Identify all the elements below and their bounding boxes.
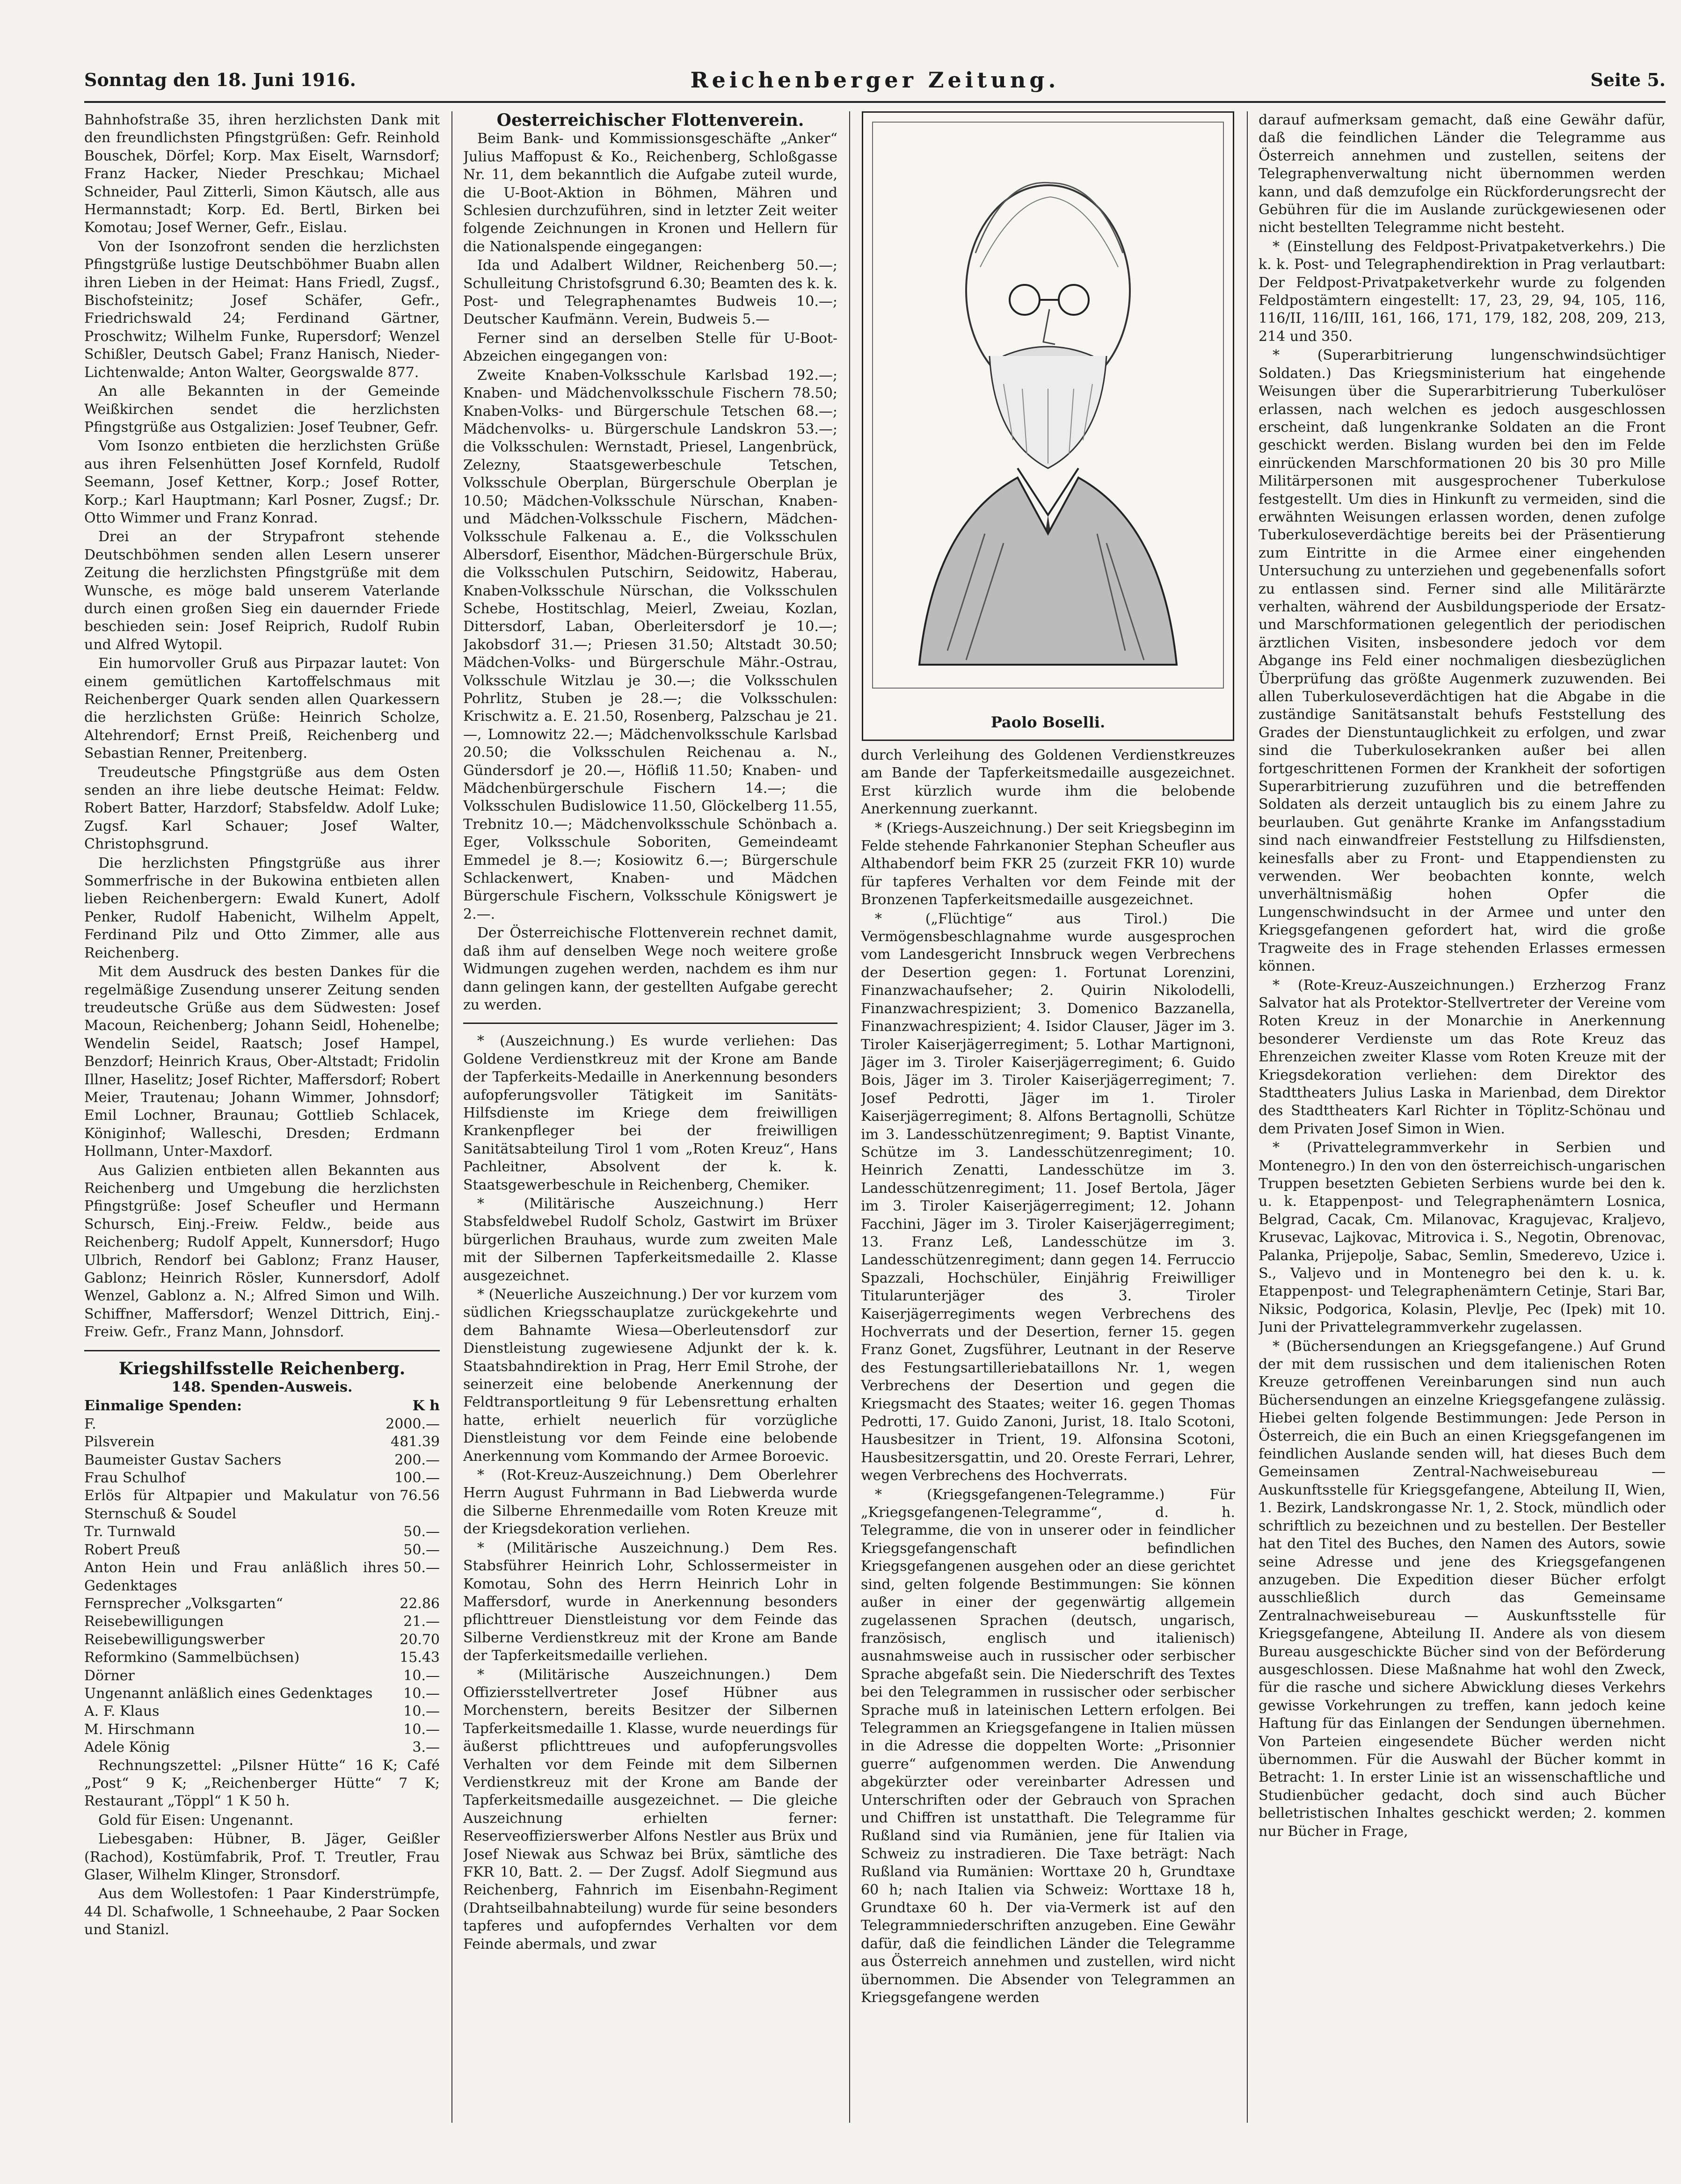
donation-table: [84, 1415, 440, 1757]
donation-amount: 10.—: [403, 1667, 440, 1684]
article-paragraph: * (Militärische Auszeichnung.) Dem Res. Stabsführer Heinrich Lohr, Schlossermeister in Komotau, Sohn des Herrn Heinrich Lohr in Maffersdorf, wurde in Anerkennung besonders pflichttreuer Dienstleistung vor dem Feinde das Silberne Verdienstkreuz mit der Krone am Bande der Tapferkeitsmedaille verliehen.: [463, 1539, 837, 1664]
donation-row: [84, 1415, 440, 1433]
article-paragraph: Ein humorvoller Gruß aus Pirpazar lautet: Von einem gemütlichen Kartoffelschmaus mit Reichenberger Quark senden allen Quarkessern die herzlichsten Grüße: Heinrich Scholze, Altehrendorf; Ernst Preiß, Reichenberg und Sebastian Renner, Preitenberg.: [84, 655, 440, 762]
donation-amount: 10.—: [403, 1703, 440, 1720]
page-header: [84, 65, 1666, 103]
article-paragraph: Bahnhofstraße 35, ihren herzlichsten Dank mit den freundlichsten Pfingstgrüßen: Gefr. Reinhold Bouschek, Dörfel; Korp. Max Eiselt, Warnsdorf; Franz Hacker, Nieder Preschkau; Michael Schneider, Paul Zitterli, Simon Käutsch, alle aus Hermannstadt; Korp. Ed. Bertl, Birken bei Komotau; Josef Werner, Gefr., Eislau.: [84, 112, 440, 236]
article-paragraph: Aus Galizien entbieten allen Bekannten aus Reichenberg und Umgebung die herzlichsten Pfingstgrüße: Josef Scheufler und Hermann Schursch, Einj.-Freiw. Feldw., beide aus Reichenberg; Rudolf Appelt, Kunnersdorf; Hugo Ulbrich, Rendorf bei Gablonz; Franz Hauser, Gablonz; Heinrich Rösler, Kunnersdorf, Adolf Wenzel, Gablonz a. N.; Alfred Simon und Wilh. Schiffner, Maffersdorf; Wenzel Dittrich, Einj.-Freiw. Gefr., Franz Mann, Johnsdorf.: [84, 1162, 440, 1341]
article-paragraph: * (Büchersendungen an Kriegsgefangene.) Auf Grund der mit dem russischen und dem italienischen Roten Kreuze getroffenen Vereinbarungen sind nun auch Büchersendungen an einzelne Kriegsgefangene zulässig. Hiebei gelten folgende Bestimmungen: Jede Person in Österreich, die ein Buch an einen Kriegsgefangenen im feindlichen Auslande senden will, hat dieses Buch dem Gemeinsamen Zentral-Nachweisebureau — Auskunftsstelle für Kriegsgefangene, Abteilung II, Wien, 1. Bezirk, Landskrongasse Nr. 1, 2. Stock, mündlich oder schriftlich zu bezeichnen und zu bestellen. Der Besteller hat den Titel des Buches, den Namen des Autors, sowie seine Adresse und jene des Kriegsgefangenen anzugeben. Die Expedition dieser Bücher erfolgt ausschließlich durch das Gemeinsame Zentralnachweisebureau — Auskunftsstelle für Kriegsgefangene, Abteilung II. Andere als von diesem Bureau ausgeschickte Bücher sind von der Beförderung ausgeschlossen. Diese Maßnahme hat wohl den Zweck, für die rasche und sichere Abwicklung dieses Verkehrs gewisse Vorkehrungen zu treffen, kann jedoch keine Haftung für das Einlangen der Sendungen übernehmen. Von Parteien eingesendete Bücher werden nicht übernommen. Für die Auswahl der Bücher kommt in Betracht: 1. In erster Linie ist an wissenschaftliche und Studienbücher gedacht, doch sind auch Bücher belletristischen Inhaltes geschickt werden; 2. kommen nur Bücher in Frage,: [1259, 1338, 1666, 1840]
page-number: Seite 5.: [1590, 69, 1666, 90]
donation-amount: 76.56: [400, 1487, 440, 1504]
newspaper-page: [84, 65, 1666, 2152]
donation-row: [84, 1613, 440, 1631]
donation-amount: 22.86: [400, 1595, 440, 1612]
donation-row: [84, 1721, 440, 1739]
article-paragraph: * (Kriegs-Auszeichnung.) Der seit Kriegsbeginn im Felde stehende Fahrkanonier Stephan Scheufler aus Althabendorf beim FKR 25 (zurzeit FKR 10) wurde für tapferes Verhalten vor dem Feinde mit der Bronzenen Tapferkeitsmedaille ausgezeichnet.: [861, 820, 1235, 908]
article-paragraph: * (Rote-Kreuz-Auszeichnungen.) Erzherzog Franz Salvator hat als Protektor-Stellvertreter der Vereine vom Roten Kreuz in der Monarchie in Anerkennung besonderer Verdienste um das Rote Kreuz das Ehrenzeichen zweiter Klasse vom Roten Kreuze mit der Kriegsdekoration verliehen: dem Direktor des Stadttheaters Julius Laska in Marienbad, dem Direktor des Stadttheaters Karl Richter in Töplitz-Schönau und dem Privaten Josef Simon in Wien.: [1259, 977, 1666, 1137]
article-paragraph: * („Flüchtige“ aus Tirol.) Die Vermögensbeschlagnahme wurde ausgesprochen vom Landesgericht Innsbruck wegen Verbrechens der Desertion gegen: 1. Fortunat Lorenzini, Finanzwachaufseher; 2. Quirin Nikolodelli, Finanzwachrespizient; 3. Domenico Bazzanella, Finanzwachrespizient; 4. Isidor Clauser, Jäger im 3. Tiroler Kaiserjägerregiment; 5. Lothar Martignoni, Jäger im 3. Tiroler Kaiserjägerregiment; 6. Guido Bois, Jäger im 3. Tiroler Kaiserjägerregiment; 7. Josef Pedrotti, Jäger im 1. Tiroler Kaiserjägerregiment; 8. Alfons Bertagnolli, Schütze im 3. Landesschützenregiment; 9. Baptist Vinante, Schütze im 3. Landesschützenregiment; 10. Heinrich Zenatti, Landesschütze im 3. Landesschützenregiment; 11. Josef Bertola, Jäger im 3. Tiroler Kaiserjägerregiment; 12. Johann Facchini, Jäger im 3. Tiroler Kaiserjägerregiment; 13. Franz Leß, Landesschütze im 3. Landesschützenregiment; dann gegen 14. Ferruccio Spazzali, Hochschüler, Einjährig Freiwilliger Titularunterjäger des 3. Tiroler Kaiserjägerregiments wegen Verbrechens des Hochverrats und der Desertion, ferner 15. gegen Franz Gonet, Zugsführer, Leutnant in der Reserve des Festungsartilleriebataillons Nr. 1, wegen Verbrechens der Desertion und gegen die Kriegsmacht des Staates; weiter 16. gegen Thomas Pedrotti, 17. Guido Zanoni, Jurist, 18. Italo Scotoni, Hausbesitzer in Trient, 19. Alfonsina Scotoni, Hausbesitzersgattin, und 20. Oreste Ferrari, Lehrer, wegen Verbrechens des Hochverrats.: [861, 910, 1235, 1484]
donation-amount: 3.—: [412, 1739, 440, 1756]
donor-name: F.: [84, 1415, 96, 1432]
donor-name: Reisebewilligungswerber: [84, 1631, 265, 1648]
portrait-caption: Paolo Boselli.: [990, 713, 1106, 731]
donation-amount: 10.—: [403, 1721, 440, 1738]
donor-name: Adele König: [84, 1739, 170, 1756]
einmalige-label: Einmalige Spenden:: [84, 1398, 242, 1415]
donation-row: [84, 1487, 440, 1523]
currency-label: K h: [412, 1398, 440, 1415]
article-paragraph: Treudeutsche Pfingstgrüße aus dem Osten senden an ihre liebe deutsche Heimat: Feldw. Robert Batter, Harzdorf; Stabsfeldw. Adolf Luke; Zugsf. Karl Schauer; Josef Walter, Christophsgrund.: [84, 764, 440, 853]
section-divider: [84, 1350, 440, 1351]
donation-amount: 481.39: [391, 1434, 440, 1451]
article-paragraph: * (Privattelegrammverkehr in Serbien und Montenegro.) In den von den österreichisch-ungarischen Truppen besetzten Gebieten Serbiens wurde bei den k. u. k. Etappenpost- und Telegraphenämtern Losnica, Belgrad, Cacak, Cm. Milanovac, Kragujevac, Kraljevo, Krusevac, Lajkovac, Mitrovica i. S., Negotin, Obrenovac, Palanka, Prijepolje, Sabac, Semlin, Smederevo, Uzice i. S., Valjevo und in Montenegro bei den k. u. k. Etappenpost- und Telegraphenämtern Cetinje, Stari Bar, Niksic, Podgorica, Kolasin, Plevlje, Pec (Ipek) mit 10. Juni der Privattelegrammverkehr zugelassen.: [1259, 1139, 1666, 1336]
column-rule: [451, 111, 452, 2123]
article-paragraph: Gold für Eisen: Ungenannt.: [98, 1812, 294, 1828]
column-1: [84, 111, 440, 2123]
column-2: [463, 111, 837, 2123]
donation-row: [84, 1433, 440, 1451]
donation-header: [84, 1397, 440, 1415]
column-4: [1259, 111, 1666, 2123]
article-paragraph: Ida und Adalbert Wildner, Reichenberg 50.—; Schulleitung Christofsgrund 6.30; Beamten des k. k. Post- und Telegraphenamtes Budweis 10.—; Deutscher Kaufmänn. Verein, Budweis 5.—: [463, 257, 837, 328]
article-paragraph: Ferner sind an derselben Stelle für U-Boot-Abzeichen eingegangen von:: [463, 330, 837, 365]
donation-row: [84, 1667, 440, 1685]
article-paragraph: * (Rot-Kreuz-Auszeichnung.) Dem Oberlehrer Herrn August Fuhrmann in Bad Liebwerda wurde die Silberne Ehrenmedaille vom Roten Kreuze mit der Kriegsdekoration verliehen.: [463, 1467, 837, 1538]
article-paragraph: Zweite Knaben-Volksschule Karlsbad 192.—; Knaben- und Mädchenvolksschule Fischern 78.50; Knaben-Volks- und Bürgerschule Tetschen 68.—; Mädchenvolks- u. Bürgerschule Landskron 53.—; die Volksschulen: Wernstadt, Priesel, Langenbrück, Zelezny, Staatsgewerbeschule Tetschen, Volksschule Oberplan, Bürgerschule Oberplan je 10.50; Mädchen-Volksschule Nürschan, Knaben- und Mädchen-Volksschule Fischern, Mädchen-Volksschule Falkenau a. E., die Volksschulen Albersdorf, Eisenthor, Mädchen-Bürgerschule Brüx, die Volksschulen Putschirn, Seidowitz, Haberau, Knaben-Volksschule Nürschan, die Volksschulen Schebe, Hostitschlag, Meierl, Zweiau, Kozlan, Dittersdorf, Laban, Oberleitersdorf je 10.—; Jakobsdorf 31.—; Priesen 31.50; Altstadt 30.50; Mädchen-Volks- und Bürgerschule Mähr.-Ostrau, Volksschule Witzlau je 30.—; die Volksschulen Pohrlitz, Stuben je 28.—; die Volksschulen: Krischwitz a. E. 21.50, Rosenberg, Palzschau je 21.—, Lomnowitz 22.—; Mädchenvolksschule Karlsbad 20.50; die Volksschulen Reichenau a. N., Gündersdorf je 20.—, Höfliß 11.50; Knaben- und Mädchenbürgerschule Fischern 14.—; die Volksschulen Budislowice 11.50, Glöckelberg 11.55, Trebnitz 10.—; Mädchenvolksschule Schönbach a. Eger, Volksschule Soboriten, Gemeindeamt Emmedel je 8.—; Kosiowitz 6.—; Bürgerschule Schlackenwert, Knaben- und Mädchen Bürgerschule Fischern, Volksschule Königswert je 2.—.: [463, 367, 837, 922]
donation-amount: 50.—: [403, 1524, 440, 1540]
article-paragraph: * (Militärische Auszeichnungen.) Dem Offiziersstellvertreter Josef Hübner aus Morchenstern, bereits Besitzer der Silbernen Tapferkeitsmedaille 1. Klasse, wurde neuerdings für äußerst pflichttreues und aufopferungsvolles Verhalten vor dem Feinde mit dem Silbernen Verdienstkreuz mit der Krone am Bande der Tapferkeitsmedaille ausgezeichnet. — Die gleiche Auszeichnung erhielten ferner: Reserveoffizierswerber Alfons Nestler aus Brüx und Josef Niewak aus Schwaz bei Brüx, sämtliche des FKR 10, Batt. 2. — Der Zugsf. Adolf Siegmund aus Reichenberg, Fahnrich im Eisenbahn-Regiment (Drahtseilbahnabteilung) wurde für seine besonders tapferes und aufopferndes Verhalten vor dem Feinde abermals, und zwar: [463, 1666, 837, 1952]
section-divider: [463, 1023, 837, 1024]
newspaper-title: Reichenberger Zeitung.: [690, 67, 1060, 93]
article-paragraph: Liebesgaben: Hübner, B. Jäger, Geißler (Rachod), Kostümfabrik, Prof. T. Treutler, Frau Glaser, Wilhelm Klinger, Stronsdorf.: [84, 1831, 440, 1883]
donation-row: [84, 1469, 440, 1487]
donation-row: [84, 1451, 440, 1469]
donation-row: [84, 1631, 440, 1649]
article-paragraph: Beim Bank- und Kommissionsgeschäfte „Anker“ Julius Maffopust & Ko., Reichenberg, Schloßgasse Nr. 11, dem bekanntlich die Aufgabe zuteil wurde, die U-Boot-Aktion in Böhmen, Mähren und Schlesien durchzuführen, sind in letzter Zeit weiter folgende Zeichnungen in Kronen und Hellern für die Nationalspende eingegangen:: [463, 131, 837, 255]
donation-row: [84, 1649, 440, 1667]
donor-name: Dörner: [84, 1667, 135, 1684]
greetings-list: [84, 111, 440, 1342]
donor-name: Anton Hein und Frau anläßlich ihres Gedenktages: [84, 1560, 399, 1594]
donation-row: [84, 1523, 440, 1541]
article-paragraph: Von der Isonzofront senden die herzlichsten Pfingstgrüße lustige Deutschböhmer Buabn allen ihren Lieben in der Heimat: Hans Friedl, Zugsf., Bischofsteinitz; Josef Schäfer, Gefr., Friedrichswald 24; Ferdinand Gärtner, Proschwitz; Wilhelm Funke, Rupersdorf; Wenzel Schißler, Deutsch Gabel; Franz Hanisch, Nieder-Lichtenwalde; Anton Walter, Georgswalde 877.: [84, 238, 440, 381]
issue-date: Sonntag den 18. Juni 1916.: [84, 69, 356, 90]
article-paragraph: Die herzlichsten Pfingstgrüße aus ihrer Sommerfrische in der Bukowina entbieten allen lieben Reichenbergern: Ewald Kunert, Adolf Penker, Rudolf Habenicht, Wilhelm Appelt, Ferdinand Pilz und Otto Zimmer, alle aus Reichenberg.: [84, 855, 440, 961]
donation-amount: 10.—: [403, 1685, 440, 1702]
article-paragraph: * (Auszeichnung.) Es wurde verliehen: Das Goldene Verdienstkreuz mit der Krone am Bande der Tapferkeits-Medaille in Anerkennung besonders aufopferungsvoller Tätigkeit im Sanitäts-Hilfsdienste im Kriege dem freiwilligen Krankenpfleger bei der freiwilligen Sanitätsabteilung Tirol 1 vom „Roten Kreuz“, Hans Pachleitner, Absolvent der k. k. Staatsgewerbeschule in Reichenberg, Chemiker.: [463, 1033, 837, 1193]
article-paragraph: darauf aufmerksam gemacht, daß eine Gewähr dafür, daß die feindlichen Länder die Telegramme aus Österreich annehmen und zustellen, seitens der Telegraphenverwaltung nicht übernommen werden kann, und daß demzufolge ein Rückforderungsrecht der Gebühren für die im Auslande zurückgewiesenen oder nicht bestellten Telegramme nicht besteht.: [1259, 112, 1666, 236]
donor-name: A. F. Klaus: [84, 1703, 160, 1720]
article-paragraph: Rechnungszettel: „Pilsner Hütte“ 16 K; Café „Post“ 9 K; „Reichenberger Hütte“ 7 K; Restaurant „Töppl“ 1 K 50 h.: [84, 1757, 440, 1810]
article-paragraph: durch Verleihung des Goldenen Verdienstkreuzes am Bande der Tapferkeitsmedaille ausgezeichnet. Erst kürzlich wurde ihm die belobende Anerkennung zuerkannt.: [861, 747, 1235, 818]
article-paragraph: * (Neuerliche Auszeichnung.) Der vor kurzem vom südlichen Kriegsschauplatze zurückgekehrte und dem Bahnamte Wiesa—Oberleutensdorf zur Dienstleistung zugewiesene Adjunkt der k. k. Staatsbahndirektion in Prag, Herr Emil Strohe, der seinerzeit eine belobende Anerkennung der Feldtransportleitung 9 für Lebensrettung erhalten hatte, erhielt neuerlich für vorzügliche Dienstleistung vor dem Feinde eine belobende Anerkennung vom Kommando der Armee Boroevic.: [463, 1286, 837, 1465]
donor-name: Pilsverein: [84, 1434, 155, 1451]
donor-name: Fernsprecher „Volksgarten“: [84, 1595, 283, 1612]
donation-amount: 15.43: [400, 1649, 440, 1666]
donation-amount: 2000.—: [386, 1415, 440, 1432]
column-3: [861, 111, 1235, 2123]
article-paragraph: An alle Bekannten in der Gemeinde Weißkirchen sendet die herzlichsten Pfingstgrüße aus Ostgalizien: Josef Teubner, Gefr.: [84, 383, 440, 435]
article-paragraph: * (Superarbitrierung lungenschwindsüchtiger Soldaten.) Das Kriegsministerium hat eingehende Weisungen über die Superarbitrierung Tuberkulöser erlassen, nach welchen es jedoch ausgeschlossen erscheint, daß lungenkranke Soldaten an die Front geschickt werden. Bislang wurden bei den im Felde einrückenden Marschformationen 20 bis 30 pro Mille Militärpersonen mit ausgesprochener Tuberkulose festgestellt. Um dies in Hinkunft zu vermeiden, sind die erwähnten Weisungen erlassen worden, denen zufolge Tuberkuloseverdächtige bereits bei der Präsentierung zum Eintritte in die Armee einer eingehenden Untersuchung zu unterziehen und gegebenenfalls sofort zu entlassen sind. Ferner sind alle Militärärzte verhalten, während der Ausbildungsperiode der Ersatz- und Marschformationen gelegentlich der periodischen ärztlichen Visiten, insbesondere jedoch vor dem Abgange ins Feld einer nochmaligen diesbezüglichen Überprüfung das größte Augenmerk zuzuwenden. Bei allen Tuberkuloseverdächtigen hat die Abgabe in die zuständige Sanitätsanstalt behufs Feststellung des Grades der Dienstuntauglichkeit zu erfolgen, und zwar sind die Tuberkulosekranken außer bei allen fortgeschrittenen Formen der Krankheit der sofortigen Superarbitrierung zuzuführen und die betreffenden Soldaten als derzeit untauglich bis zu einem Jahre zu beurlauben. Gut genährte Kranke im Anfangsstadium sind nach einwandfreier Feststellung zu Hilfsdiensten, keinesfalls aber zu Front- und Etappendiensten zu verwenden. Wer beobachten konnte, welch unverhältnismäßig hohen Opfer die Lungenschwindsucht in der Armee und unter den Kriegsgefangenen gefordert hat, wird die große Tragweite des in Frage stehenden Erlasses ermessen können.: [1259, 347, 1666, 975]
article-paragraph: * (Einstellung des Feldpost-Privatpaketverkehrs.) Die k. k. Post- und Telegraphendirektion in Prag verlautbart: Der Feldpost-Privatpaketverkehr wurde zu folgenden Feldpostämtern eingestellt: 17, 23, 29, 94, 105, 116, 116/II, 116/III, 161, 166, 171, 179, 182, 208, 209, 213, 214 und 350.: [1259, 238, 1666, 345]
flottenverein-title: Oesterreichischer Flottenverein.: [496, 111, 804, 130]
article-paragraph: * (Militärische Auszeichnung.) Herr Stabsfeldwebel Rudolf Scholz, Gastwirt im Brüxer bürgerlichen Brauhaus, wurde zum zweiten Male mit der Silbernen Tapferkeitsmedaille 2. Klasse ausgezeichnet.: [463, 1195, 837, 1284]
donor-name: Baumeister Gustav Sachers: [84, 1451, 282, 1468]
article-paragraph: Aus dem Wollestofen: 1 Paar Kinderstrümpfe, 44 Dl. Schafwolle, 1 Schneehaube, 2 Paar Socken und Stanizl.: [84, 1886, 440, 1938]
article-paragraph: * (Kriegsgefangenen-Telegramme.) Für „Kriegsgefangenen-Telegramme“, d. h. Telegramme, die von in unserer oder in feindlicher Kriegsgefangenschaft befindlichen Kriegsgefangenen ausgehen oder an diese gerichtet sind, gelten folgende Bestimmungen: Sie können außer in einer der gegenwärtig allgemein zugelassenen Sprachen (deutsch, ungarisch, französisch, englisch und italienisch) ausnahmsweise auch in russischer oder serbischer Sprache abgefaßt sein. Die Niederschrift des Textes bei den Telegrammen in russischer oder serbischer Sprache muß in lateinischen Lettern erfolgen. Bei Telegrammen an Kriegsgefangene in Italien müssen in die Adresse die doppelten Worte: „Prisonnier guerre“ aufgenommen werden. Die Anwendung abgekürzter oder vereinbarter Adressen und Unterschriften oder der Gebrauch von Sprachen und Chiffren ist unstatthaft. Die Telegramme für Rußland sind via Rumänien, jene für Italien via Schweiz zu instradieren. Die Taxe beträgt: Nach Rußland via Rumänien: Worttaxe 20 h, Grundtaxe 60 h; nach Italien via Schweiz: Worttaxe 18 h, Grundtaxe 60 h. Der via-Vermerk ist auf den Telegrammniederschriften anzugeben. Eine Gewähr dafür, daß die feindlichen Länder die Telegramme aus Österreich annehmen und zustellen, wird nicht übernommen. Die Absender von Telegrammen an Kriegsgefangene werden: [861, 1486, 1235, 2006]
donation-amount: 21.—: [403, 1613, 440, 1630]
donation-row: [84, 1595, 440, 1613]
donation-amount: 50.—: [403, 1560, 440, 1576]
column-rule: [849, 111, 850, 2123]
article-paragraph: Vom Isonzo entbieten die herzlichsten Grüße aus ihren Felsenhütten Josef Kornfeld, Rudolf Seemann, Josef Kettner, Korp.; Josef Rotter, Korp.; Karl Hauptmann; Karl Posner, Zugsf.; Dr. Otto Wimmer und Franz Konrad.: [84, 438, 440, 526]
column-rule: [1247, 111, 1248, 2123]
donor-name: M. Hirschmann: [84, 1721, 195, 1738]
donation-amount: 100.—: [394, 1470, 440, 1487]
donor-name: Tr. Turnwald: [84, 1524, 176, 1540]
donor-name: Reisebewilligungen: [84, 1613, 224, 1630]
article-paragraph: Der Österreichische Flottenverein rechnet damit, daß ihm auf denselben Wege noch weitere große Widmungen zugehen werden, nachdem es ihm nur dann gelingen kann, der gestellten Aufgabe gerecht zu werden.: [463, 925, 837, 1013]
donation-row: [84, 1685, 440, 1703]
donation-amount: 50.—: [403, 1541, 440, 1558]
donation-amount: 20.70: [400, 1631, 440, 1648]
donation-row: [84, 1559, 440, 1595]
portrait-drawing: [863, 113, 1233, 740]
donation-row: [84, 1541, 440, 1559]
donor-name: Robert Preuß: [84, 1541, 181, 1558]
article-paragraph: Mit dem Ausdruck des besten Dankes für die regelmäßige Zusendung unserer Zeitung senden treudeutsche Grüße aus dem Südwesten: Josef Macoun, Reichenberg; Johann Seidl, Hohenelbe; Wendelin Seidel, Raatsch; Josef Hampel, Benzdorf; Heinrich Kraus, Ober-Altstadt; Fridolin Illner, Haselitz; Josef Richter, Maffersdorf; Robert Meier, Trautenau; Johann Wimmer, Johnsdorf; Emil Lochner, Braunau; Gottlieb Schlacek, Königinhof; Walleschi, Dresden; Erdmann Hollmann, Unter-Maxdorf.: [84, 964, 440, 1160]
donor-name: Ungenannt anläßlich eines Gedenktages: [84, 1685, 373, 1702]
donor-name: Frau Schulhof: [84, 1470, 185, 1487]
donation-row: [84, 1703, 440, 1720]
article-paragraph: Drei an der Strypafront stehende Deutschböhmen senden allen Lesern unserer Zeitung die herzlichsten Pfingstgrüße mit dem Wunsche, es möge bald unserem Vaterlande durch einen großen Sieg ein dauernder Friede beschieden sein: Josef Reiprich, Rudolf Rubin und Alfred Wytopil.: [84, 529, 440, 653]
kriegshilfe-title: Kriegshilfsstelle Reichenberg.: [118, 1358, 406, 1379]
kriegshilfe-subtitle: 148. Spenden-Ausweis.: [171, 1379, 353, 1396]
donation-row: [84, 1739, 440, 1756]
donation-amount: 200.—: [394, 1451, 440, 1468]
donor-name: Reformkino (Sammelbüchsen): [84, 1649, 300, 1666]
donor-name: Erlös für Altpapier und Makulatur von Sternschuß & Soudel: [84, 1487, 395, 1522]
portrait-illustration: [862, 111, 1234, 741]
